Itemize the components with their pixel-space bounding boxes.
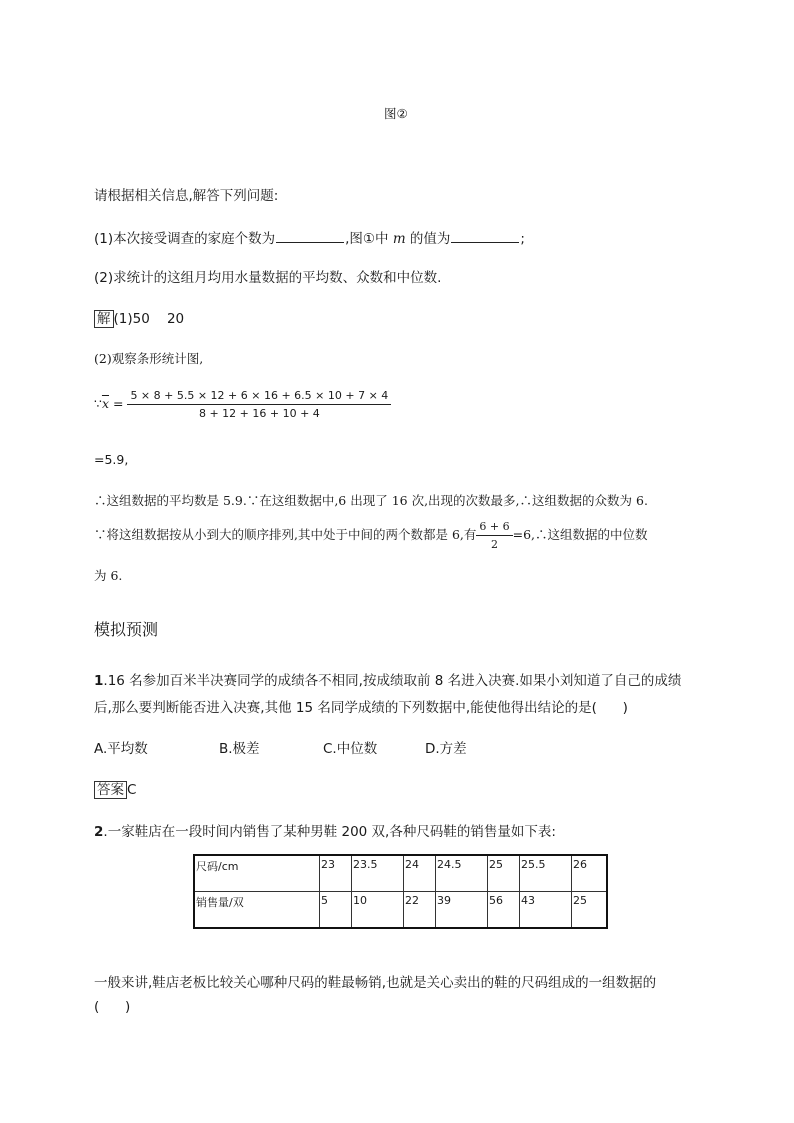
table-cell: 10 xyxy=(352,892,404,929)
problem-2-line-2: 一般来讲,鞋店老板比较关心哪种尺码的鞋最畅销,也就是关心卖出的鞋的尺码组成的一组数据的 xyxy=(94,975,657,991)
equals-sign: = xyxy=(109,396,128,411)
mean-result: =5.9, xyxy=(94,452,129,467)
solution-observe: (2)观察条形统计图, xyxy=(94,351,204,366)
problem-1-text-1: .16 名参加百米半决赛同学的成绩各不相同,按成绩取前 8 名进入决赛.如果小刘知道了自己的成绩 xyxy=(103,673,682,689)
problem-1-number: 1 xyxy=(94,673,104,689)
option-a: A.平均数 xyxy=(94,741,148,757)
problem-2-number: 2 xyxy=(94,824,104,840)
shoe-size-table xyxy=(193,854,608,929)
option-b: B.极差 xyxy=(219,741,260,757)
option-c: C.中位数 xyxy=(323,741,378,757)
mean-fraction xyxy=(127,389,391,420)
table-cell: 22 xyxy=(404,892,436,929)
table-cell: 24.5 xyxy=(436,855,488,892)
table-row xyxy=(194,892,607,929)
solution-line-3: 为 6. xyxy=(94,568,123,583)
answer-value: C xyxy=(127,782,137,798)
problem-1-answer xyxy=(94,778,136,798)
table-cell: 23.5 xyxy=(352,855,404,892)
q1-text-b: ,图①中 xyxy=(345,231,393,247)
variable-m: m xyxy=(392,231,406,247)
table-cell: 5 xyxy=(320,892,352,929)
table-cell: 尺码/cm xyxy=(194,855,320,892)
table-cell: 25.5 xyxy=(520,855,572,892)
table-cell: 销售量/双 xyxy=(194,892,320,929)
table-cell: 43 xyxy=(520,892,572,929)
median-fraction xyxy=(476,520,512,551)
table-cell: 23 xyxy=(320,855,352,892)
solution-line-1: ∴这组数据的平均数是 5.9.∵在这组数据中,6 出现了 16 次,出现的次数最多,∴这组数据的众数为 6. xyxy=(94,493,648,508)
problem-1-line-2: 后,那么要判断能否进入决赛,其他 15 名同学成绩的下列数据中,能使他得出结论的是( ) xyxy=(94,700,628,716)
median-denominator: 2 xyxy=(490,538,498,551)
mean-numerator: 5 × 8 + 5.5 × 12 + 6 × 16 + 6.5 × 10 + 7 × 4 xyxy=(127,389,391,405)
table-cell: 26 xyxy=(572,855,608,892)
x-bar: $\overline{x}$ xyxy=(101,396,110,411)
intro-text: 请根据相关信息,解答下列问题: xyxy=(94,188,279,204)
because-symbol: ∵ xyxy=(94,396,102,411)
solution-line-2b: =6,∴这组数据的中位数 xyxy=(512,527,648,542)
solution-tag: 解 xyxy=(94,310,114,328)
mean-denominator: 8 + 12 + 16 + 10 + 4 xyxy=(198,407,320,420)
table-cell: 25 xyxy=(572,892,608,929)
q1-text-d: ; xyxy=(520,231,525,247)
problem-1-line-1 xyxy=(94,669,681,689)
solution-line-2 xyxy=(94,520,648,551)
q1-text-a: (1)本次接受调查的家庭个数为 xyxy=(94,231,276,247)
problem-2-line-1 xyxy=(94,820,556,840)
figure-caption: 图② xyxy=(384,106,408,121)
q1-text-c: 的值为 xyxy=(405,231,451,247)
median-numerator: 6 + 6 xyxy=(476,520,512,536)
table-row xyxy=(194,855,607,892)
solution-ans1: (1)50 20 xyxy=(113,311,185,327)
table-cell: 24 xyxy=(404,855,436,892)
table-cell: 39 xyxy=(436,892,488,929)
question-2: (2)求统计的这组月均用水量数据的平均数、众数和中位数. xyxy=(94,270,442,286)
question-1 xyxy=(94,227,525,247)
section-title: 模拟预测 xyxy=(94,620,159,639)
table-cell: 25 xyxy=(488,855,520,892)
solution-line-2a: ∵将这组数据按从小到大的顺序排列,其中处于中间的两个数都是 6,有 xyxy=(94,527,477,542)
option-d: D.方差 xyxy=(425,741,467,757)
answer-tag: 答案 xyxy=(94,781,127,799)
problem-2-text-1: .一家鞋店在一段时间内销售了某种男鞋 200 双,各种尺码鞋的销售量如下表: xyxy=(103,824,556,840)
problem-2-line-3: ( ) xyxy=(94,999,131,1015)
table-cell: 56 xyxy=(488,892,520,929)
answer-blank-2 xyxy=(451,230,519,243)
solution-answer-1 xyxy=(94,307,184,327)
answer-blank-1 xyxy=(276,230,344,243)
mean-formula xyxy=(94,389,391,420)
